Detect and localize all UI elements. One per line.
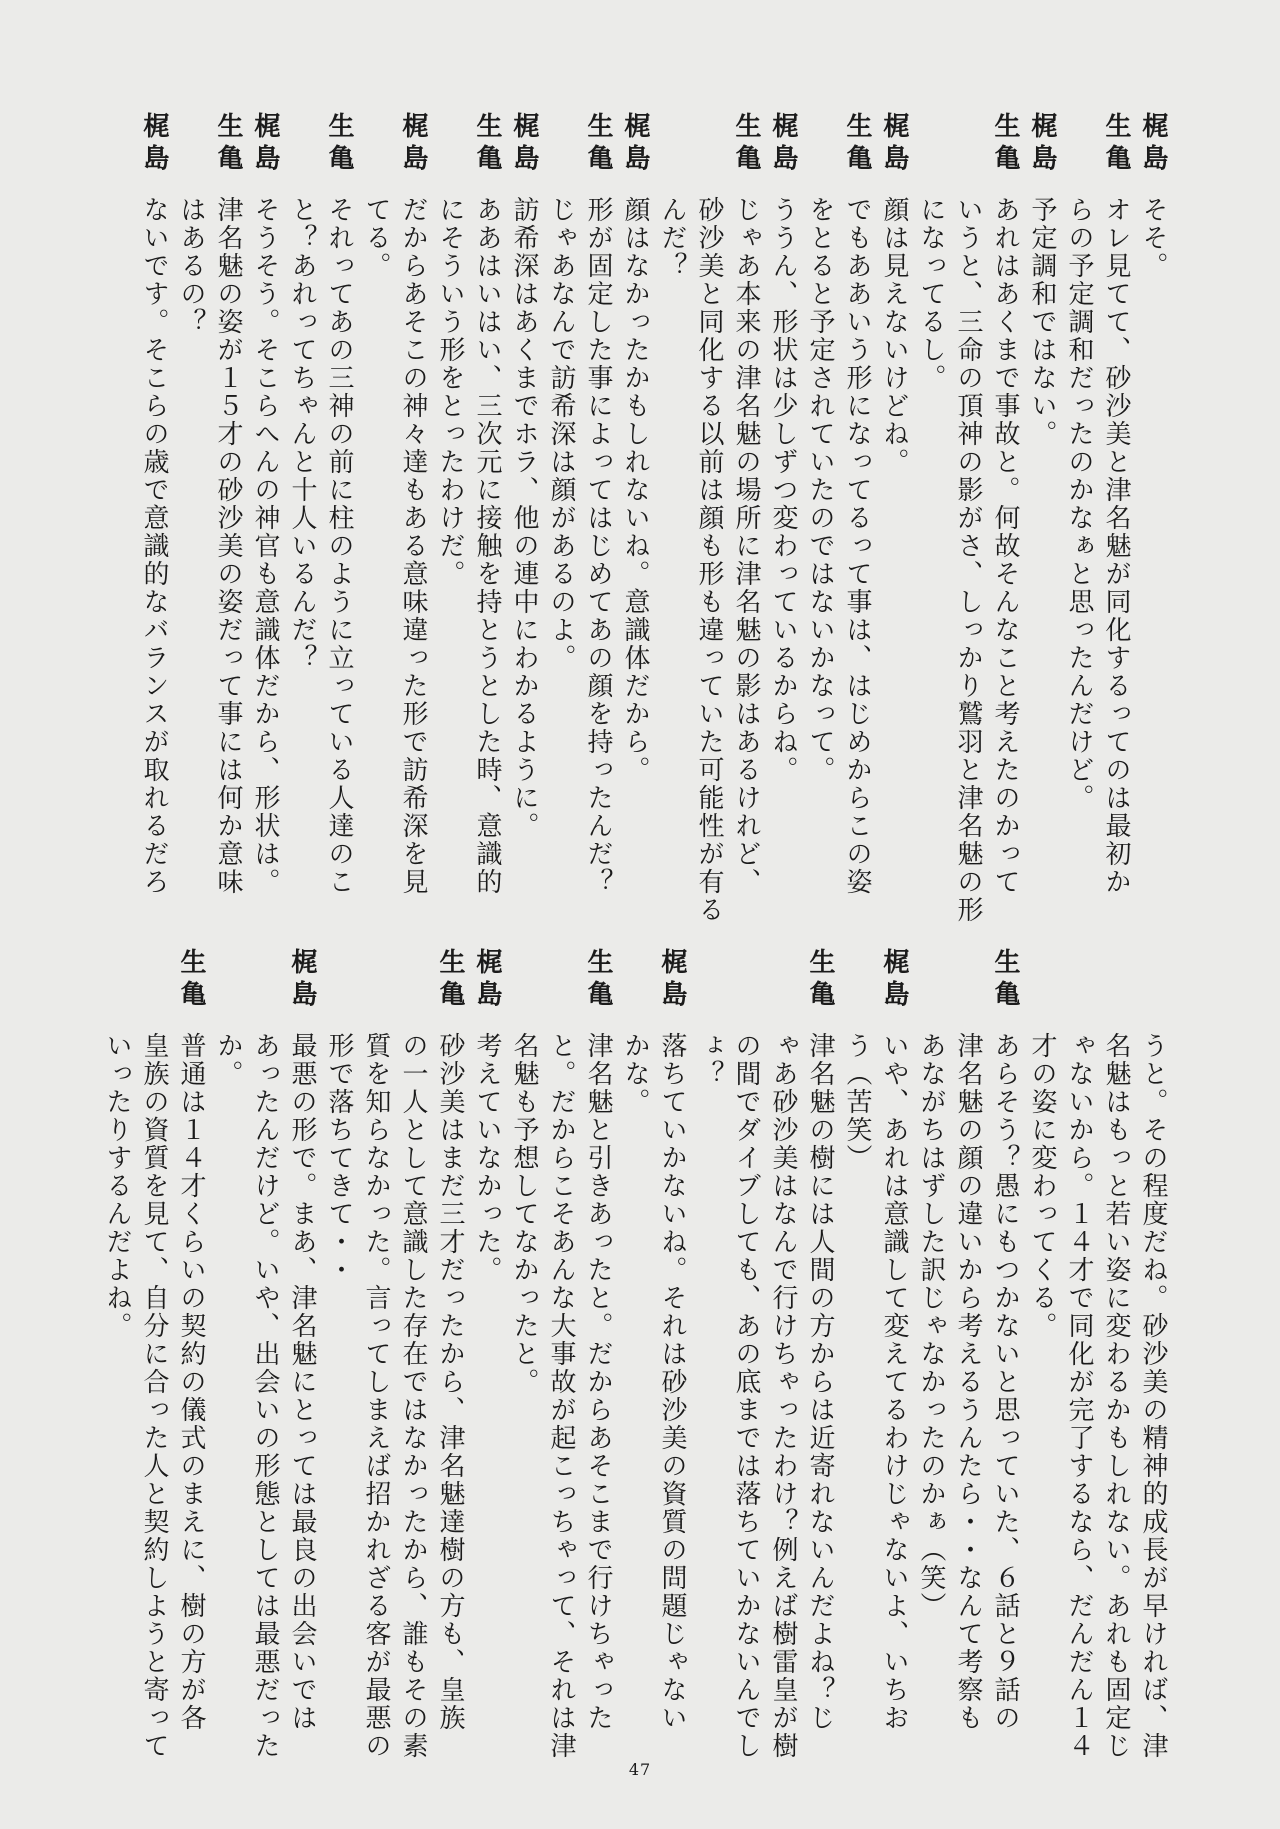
- dialogue-line: [1133, 948, 1170, 1778]
- speaker-label: 梶島: [657, 948, 687, 1012]
- dialogue-line: [504, 112, 541, 892]
- line-text: 質を知らなかった。言ってしまえば招かれざる客が最悪の: [361, 1032, 391, 1760]
- line-text: にそういう形をとったわけだ。: [435, 196, 465, 588]
- dialogue-line: [319, 948, 356, 1778]
- dialogue-line: [615, 948, 652, 1778]
- dialogue-line: [319, 112, 356, 896]
- speaker-label: 生亀: [842, 112, 872, 176]
- line-text: の一人として意識した存在ではなかったから、誰もその素: [398, 1032, 428, 1760]
- dialogue-line: [430, 948, 467, 1778]
- speaker-label: 生亀: [805, 948, 835, 1012]
- speaker-label: 梶島: [509, 112, 539, 176]
- line-text: はあるの？: [176, 196, 206, 336]
- speaker-label: 梶島: [879, 948, 909, 1012]
- line-text: ゃないから。１４才で同化が完了するなら、だんだん１４: [1064, 1032, 1094, 1760]
- dialogue-line: [356, 948, 393, 1778]
- dialogue-line: [1022, 112, 1059, 892]
- line-text: になってるし。: [916, 196, 946, 392]
- line-text: でもああいう形になってるって事は、はじめからこの姿: [842, 196, 872, 896]
- speaker-label: 生亀: [176, 948, 206, 1012]
- line-text: 名魅はもっと若い姿に変わるかもしれない。あれも固定じ: [1101, 1032, 1131, 1760]
- dialogue-line: [985, 948, 1022, 1778]
- line-text: 津名魅の顔の違いから考えるうんたら・・なんて考察も: [953, 1032, 983, 1732]
- dialogue-line: [948, 948, 985, 1778]
- line-text: 顔はなかったかもしれないね。意識体だから。: [620, 196, 650, 784]
- speaker-label: 梶島: [472, 948, 502, 1012]
- dialogue-line: [541, 948, 578, 1778]
- line-text: と？あれってちゃんと十人いるんだ？: [287, 196, 317, 672]
- line-text: らの予定調和だったのかなぁと思ったんだけど。: [1064, 196, 1094, 812]
- line-text: か。: [213, 1032, 243, 1088]
- line-text: んだ？: [657, 196, 687, 280]
- dialogue-line: [134, 112, 171, 896]
- speaker-label: 生亀: [472, 112, 502, 176]
- line-text: ないです。そこらの歳で意識的なバランスが取れるだろ: [139, 196, 169, 896]
- line-text: あれはあくまで事故と。何故そんなこと考えたのかって: [990, 196, 1020, 896]
- line-text: 考えていなかった。: [472, 1032, 502, 1284]
- speaker-label: 生亀: [583, 112, 613, 176]
- dialogue-line: [393, 948, 430, 1778]
- line-text: 形が固定した事によってはじめてあの顔を持ったんだ？: [583, 196, 613, 896]
- dialogue-line: [134, 948, 171, 1778]
- dialogue-line: [1096, 948, 1133, 1778]
- line-text: 訪希深はあくまでホラ、他の連中にわかるように。: [509, 196, 539, 840]
- speaker-label: 梶島: [398, 112, 428, 176]
- line-text: 名魅も予想してなかったと。: [509, 1032, 539, 1396]
- dialogue-line: [800, 112, 837, 892]
- speaker-label: 梶島: [250, 112, 280, 176]
- line-text: あらそう？愚にもつかないと思っていた、６話と９話の: [990, 1032, 1020, 1732]
- line-text: そそ。: [1138, 196, 1168, 280]
- dialogue-line: [97, 948, 134, 1778]
- dialogue-line: [541, 112, 578, 892]
- line-text: 才の姿に変わってくる。: [1027, 1032, 1057, 1340]
- line-text: ゃあ砂沙美はなんで行けちゃったわけ？例えば樹雷皇が樹: [768, 1032, 798, 1760]
- speaker-label: 梶島: [139, 112, 169, 176]
- dialogue-line: [763, 112, 800, 892]
- dialogue-line: [1133, 112, 1170, 892]
- speaker-label: 梶島: [1027, 112, 1057, 176]
- dialogue-line: [874, 948, 911, 1778]
- dialogue-line: [615, 112, 652, 892]
- dialogue-line: [689, 948, 726, 1778]
- line-text: う（苦笑）: [842, 1032, 872, 1172]
- line-text: いや、あれは意識して変えてるわけじゃないよ、いちお: [879, 1032, 909, 1732]
- line-text: そうそう。そこらへんの神官も意識体だから、形状は。: [250, 196, 280, 896]
- page-number: 47: [628, 1760, 652, 1779]
- line-text: 最悪の形で。まあ、津名魅にとっては最良の出会いでは: [287, 1032, 317, 1732]
- dialogue-line: [1059, 112, 1096, 892]
- line-text: うと。その程度だね。砂沙美の精神的成長が早ければ、津: [1138, 1032, 1168, 1760]
- line-text: ああはいはい、三次元に接触を持とうとした時、意識的: [472, 196, 502, 896]
- line-text: 津名魅の樹には人間の方からは近寄れないんだよね？じ: [805, 1032, 835, 1732]
- dialogue-line: [1059, 948, 1096, 1778]
- speaker-label: 梶島: [620, 112, 650, 176]
- line-text: オレ見てて、砂沙美と津名魅が同化するってのは最初か: [1101, 196, 1131, 896]
- dialogue-line: [652, 948, 689, 1778]
- speaker-label: 生亀: [583, 948, 613, 1012]
- dialogue-line: [689, 112, 726, 924]
- speaker-label: 生亀: [731, 112, 761, 176]
- dialogue-line: [726, 112, 763, 896]
- dialogue-line: [467, 112, 504, 896]
- dialogue-line: [171, 948, 208, 1778]
- speaker-label: 梶島: [1138, 112, 1168, 176]
- dialogue-line: [208, 948, 245, 1778]
- dialogue-line: [245, 112, 282, 896]
- speaker-label: 梶島: [879, 112, 909, 176]
- speaker-label: 生亀: [213, 112, 243, 176]
- speaker-label: 生亀: [990, 948, 1020, 1012]
- dialogue-line: [800, 948, 837, 1778]
- upper-text-block: [134, 112, 1170, 924]
- dialogue-line: [1022, 948, 1059, 1778]
- line-text: 形で落ちてきて・・: [324, 1032, 354, 1284]
- line-text: いったりするんだよね。: [102, 1032, 132, 1340]
- line-text: の間でダイブしても、あの底までは落ちていかないんでし: [731, 1032, 761, 1760]
- line-text: 予定調和ではない。: [1027, 196, 1057, 448]
- lower-text-block: [97, 948, 1170, 1778]
- line-text: だからあそこの神々達もある意味違った形で訪希深を見: [398, 196, 428, 896]
- line-text: 皇族の資質を見て、自分に合った人と契約しようと寄って: [139, 1032, 169, 1760]
- line-text: てる。: [361, 196, 391, 280]
- line-text: 砂沙美はまだ三才だったから、津名魅達樹の方も、皇族: [435, 1032, 465, 1732]
- dialogue-line: [726, 948, 763, 1778]
- line-text: をとると予定されていたのではないかなって。: [805, 196, 835, 784]
- speaker-label: 生亀: [324, 112, 354, 176]
- line-text: ううん、形状は少しずつ変わっているからね。: [768, 196, 798, 784]
- line-text: 落ちていかないね。それは砂沙美の資質の問題じゃない: [657, 1032, 687, 1732]
- dialogue-line: [467, 948, 504, 1778]
- dialogue-line: [393, 112, 430, 896]
- dialogue-line: [874, 112, 911, 892]
- dialogue-line: [652, 112, 689, 892]
- dialogue-line: [356, 112, 393, 892]
- dialogue-line: [1096, 112, 1133, 896]
- speaker-label: 生亀: [1101, 112, 1131, 176]
- line-text: かな。: [620, 1032, 650, 1116]
- line-text: と。だからこそあんな大事故が起こっちゃって、それは津: [546, 1032, 576, 1760]
- line-text: あながちはずした訳じゃなかったのかぁ（笑）: [916, 1032, 946, 1620]
- line-text: 砂沙美と同化する以前は顔も形も違っていた可能性が有る: [694, 196, 724, 924]
- line-text: それってあの三神の前に柱のように立っている人達のこ: [324, 196, 354, 896]
- dialogue-line: [837, 112, 874, 896]
- speaker-label: 梶島: [768, 112, 798, 176]
- line-text: いうと、三命の頂神の影がさ、しっかり鷲羽と津名魅の形: [953, 196, 983, 924]
- dialogue-line: [504, 948, 541, 1778]
- line-text: じゃあなんで訪希深は顔があるのよ。: [546, 196, 576, 672]
- line-text: じゃあ本来の津名魅の場所に津名魅の影はあるけれど、: [731, 196, 761, 896]
- line-text: 顔は見えないけどね。: [879, 196, 909, 476]
- dialogue-line: [208, 112, 245, 896]
- dialogue-line: [282, 112, 319, 892]
- dialogue-line: [948, 112, 985, 924]
- speaker-label: 梶島: [287, 948, 317, 1012]
- speaker-label: 生亀: [435, 948, 465, 1012]
- dialogue-line: [282, 948, 319, 1778]
- dialogue-line: [245, 948, 282, 1778]
- dialogue-line: [578, 112, 615, 896]
- line-text: 津名魅の姿が１５才の砂沙美の姿だって事には何か意味: [213, 196, 243, 896]
- dialogue-line: [763, 948, 800, 1778]
- dialogue-line: [430, 112, 467, 892]
- dialogue-line: [985, 112, 1022, 896]
- dialogue-line: [578, 948, 615, 1778]
- speaker-label: 生亀: [990, 112, 1020, 176]
- dialogue-line: [911, 112, 948, 892]
- line-text: ょ？: [694, 1032, 724, 1088]
- line-text: あったんだけど。いや、出会いの形態としては最悪だった: [250, 1032, 280, 1760]
- dialogue-line: [171, 112, 208, 892]
- dialogue-line: [911, 948, 948, 1778]
- line-text: 普通は１４才くらいの契約の儀式のまえに、樹の方が各: [176, 1032, 206, 1732]
- dialogue-line: [837, 948, 874, 1778]
- line-text: 津名魅と引きあったと。だからあそこまで行けちゃった: [583, 1032, 613, 1732]
